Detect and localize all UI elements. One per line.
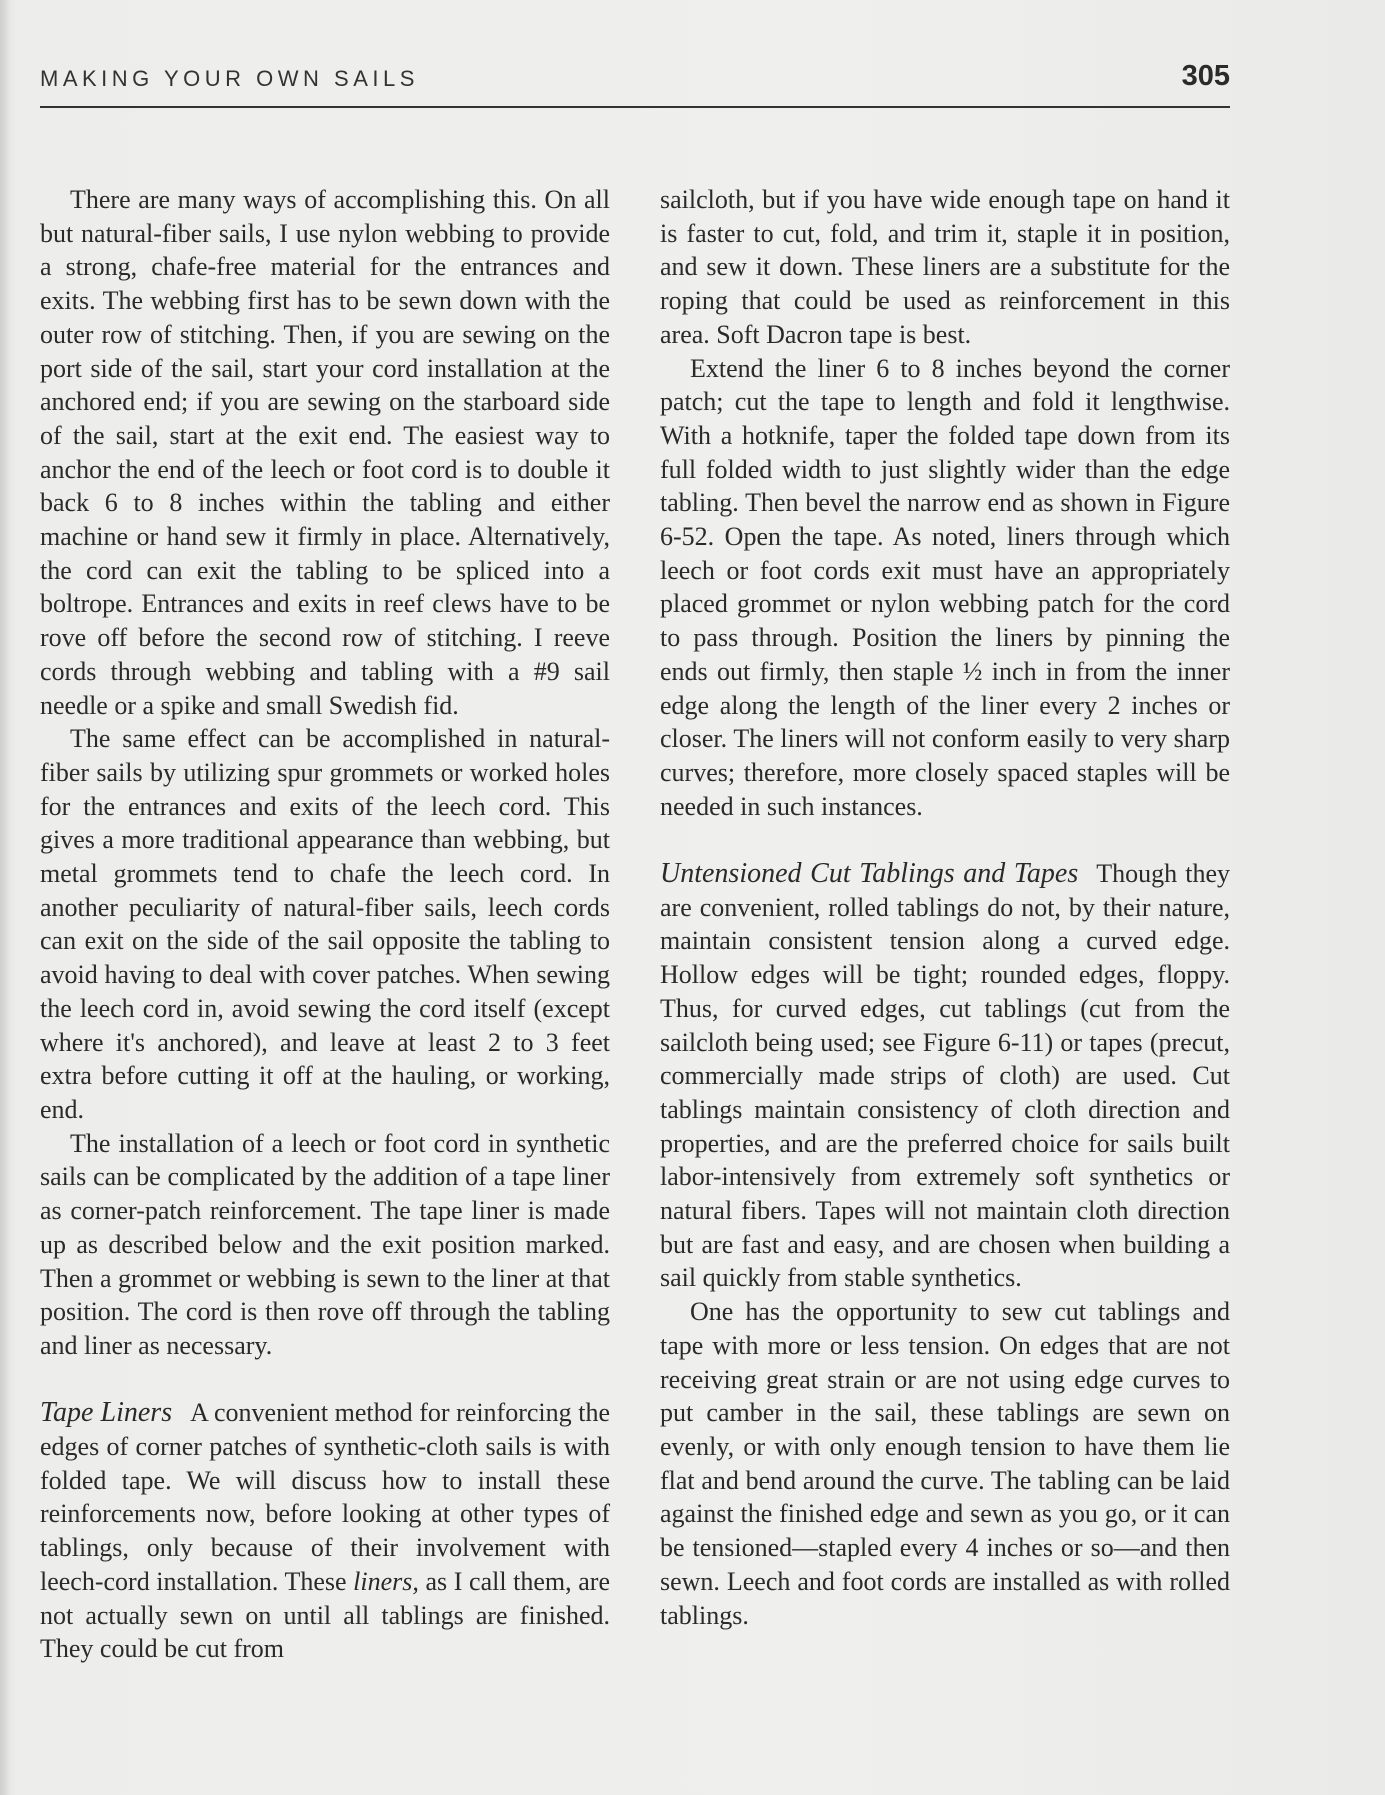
page-number: 305 [1181, 60, 1230, 92]
left-column [40, 183, 610, 1666]
paragraph: The installation of a leech or foot cord in synthetic sails can be complicated by the addition of a tape liner as corner-patch reinforcement. The tape liner is made up as described below and the exit position marked. Then a grommet or webbing is sewn to the liner at that position. The cord is then rove off through the tabling and liner as necessary. [40, 1128, 610, 1360]
paragraph: One has the opportunity to sew cut tablings and tape with more or less tension. On edges that are not receiving great strain or are not using edge curves to put camber in the sail, these tablings are sewn on evenly, or with only enough tension to have them lie flat and bend around the curve. The tabling can be laid against the finished edge and sewn as you go, or it can be tensioned—stapled every 4 inches or so—and then sewn. Leech and foot cords are installed as with rolled tablings. [660, 1297, 1230, 1630]
section-text: Though they are convenient, rolled tablings do not, by their nature, maintain consistent tension along a curved edge. Hollow edges will be tight; rounded edges, floppy. Thus, for curved edges, cut tablings (cut from the sailcloth being used; see Figure 6-11) or tapes (precut, commercially made strips of cloth) are used. Cut tablings maintain consistency of cloth direction and properties, and are the preferred choice for sails built labor-intensively from extremely soft synthetics or natural fibers. Tapes will not maintain cloth direction but are fast and easy, and are chosen when building a sail quickly from stable synthetics. [660, 859, 1230, 1293]
section-tape-liners [40, 1396, 610, 1666]
section-untensioned [660, 857, 1230, 1295]
right-column [660, 183, 1230, 1632]
header-rule [40, 106, 1230, 108]
binding-shadow [0, 0, 10, 1795]
paragraph: sailcloth, but if you have wide enough tape on hand it is faster to cut, fold, and trim it, staple it in position, and sew it down. These liners are a substitute for the roping that could be used as reinforcement in this area. Soft Dacron tape is best. [660, 185, 1230, 349]
section-title-untensioned: Untensioned Cut Tablings and Tapes [660, 858, 1079, 890]
paragraph: There are many ways of accomplishing this. On all but natural-fiber sails, I use nylon webbing to provide a strong, chafe-free material for the entrances and exits. The webbing first has to be sewn down with the outer row of stitching. Then, if you are sewing on the port side of the sail, start your cord installation at the anchored end; if you are sewing on the starboard side of the sail, start at the exit end. The easiest way to anchor the end of the leech or foot cord is to double it back 6 to 8 inches within the tabling and either machine or hand sew it firmly in place. Alternatively, the cord can exit the tabling to be spliced into a boltrope. Entrances and exits in reef clews have to be rove off before the second row of stitching. I reeve cords through webbing and tabling with a #9 sail needle or a spike and small Swedish fid. [40, 185, 610, 720]
paragraph: Extend the liner 6 to 8 inches beyond the corner patch; cut the tape to length and fold it lengthwise. With a hotknife, taper the folded tape down from its full folded width to just slightly wider than the edge tabling. Then bevel the narrow end as shown in Figure 6-52. Open the tape. As noted, liners through which leech or foot cords exit must have an appropriately placed grommet or nylon webbing patch for the cord to pass through. Position the liners by pinning the ends out firmly, then staple ½ inch in from the inner edge along the length of the liner every 2 inches or closer. The liners will not conform easily to very sharp curves; therefore, more closely spaced staples will be needed in such instances. [660, 353, 1230, 821]
section-text: A convenient method for reinforcing the edges of corner patches of synthetic-cloth sails is with folded tape. We will discuss how to install these reinforcements now, before looking at other types of tablings, only because of their involvement with leech-cord installation. These [40, 1398, 610, 1596]
section-text: as I call them, are not actually sewn on until all tablings are finished. They could be cut from [40, 1566, 610, 1664]
paragraph: The same effect can be accomplished in natural-fiber sails by utilizing spur grommets or worked holes for the entrances and exits of the leech cord. This gives a more traditional appearance than webbing, but metal grommets tend to chafe the leech cord. In another peculiarity of natural-fiber sails, leech cords can exit on the side of the sail opposite the tabling to avoid having to deal with cover patches. When sewing the leech cord in, avoid sewing the cord itself (except where it's anchored), and leave at least 2 to 3 feet extra before cutting it off at the hauling, or working, end. [40, 724, 610, 1124]
running-head: MAKING YOUR OWN SAILS [40, 66, 419, 91]
emphasis-liners: liners, [353, 1566, 419, 1596]
section-title-tape-liners: Tape Liners [40, 1397, 173, 1429]
